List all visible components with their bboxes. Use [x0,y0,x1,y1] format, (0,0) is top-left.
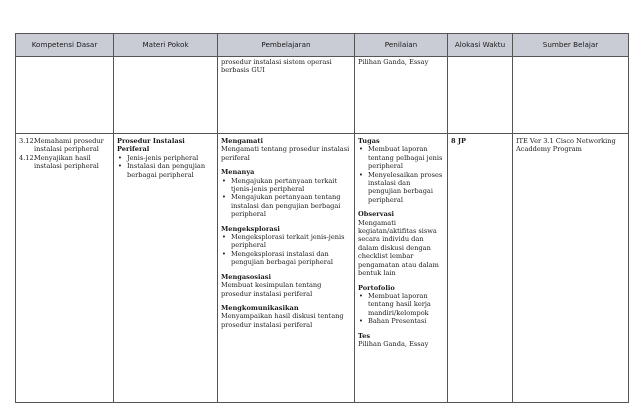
cell-kompetensi-empty [16,57,114,134]
section-menanya [221,168,351,218]
list-item: • Instalasi dan pengujian berbagai peripheral [117,162,214,179]
section-title: Mengasosiasi [221,272,271,281]
materi-title: Prosedur Instalasi Periferal [117,137,185,154]
cell-sumber-empty [513,57,629,134]
list-item: • Mengeksplorasi terkait jenis-jenis peripheral [221,233,351,250]
list-item: • Mengajukan pertanyaan terkait tjenis-jenis peripheral [221,177,351,194]
section-observasi [358,210,444,277]
cell-kompetensi [16,134,114,403]
header-sumber-belajar: Sumber Belajar [513,34,629,57]
section-title: Mengamati [221,137,263,145]
cell-penilaian-continued: Pilihan Ganda, Essay [355,57,448,134]
section-list [221,233,351,267]
section-tugas [358,137,444,204]
kompetensi-text: Memahami prosedur instalasi peripheral [34,137,104,154]
cell-pembelajaran-continued: prosedur instalasi sistem operasi berbasis GUI [218,57,355,134]
materi-list [117,154,214,179]
cell-sumber-belajar: ITE Ver 3.1 Cisco Networking Acaddemy Program [513,134,629,403]
section-tes [358,332,444,349]
section-title: Mengeksplorasi [221,224,280,233]
section-title: Observasi [358,210,395,219]
section-list [358,292,444,326]
kompetensi-item [19,154,110,171]
section-text: Mengamati kegiatan/aktifitas siswa secara individu dan dalam diskusi dengan checklist lembar pengamatan atau dalam bentuk lain [358,218,439,278]
table-row-main [16,134,629,403]
section-title: Menanya [221,168,255,177]
section-title: Tugas [358,137,380,145]
kompetensi-item [19,137,110,154]
section-mengkomunikasikan [221,304,351,329]
section-title: Portofolio [358,283,395,292]
header-alokasi-waktu: Alokasi Waktu [448,34,513,57]
list-item: • Mengeksplorasi instalasi dan pengujian berbagai peripheral [221,250,351,267]
cell-alokasi-empty [448,57,513,134]
list-item: • Mengajukan pertanyaan tentang instalasi dan pengujian berbagai peripheral [221,193,351,218]
kompetensi-number: 3.12. [19,137,36,145]
cell-materi-empty [114,57,218,134]
header-row [16,34,629,57]
cell-penilaian [355,134,448,403]
section-text: Mengamati tentang prosedur instalasi periferal [221,145,350,162]
cell-pembelajaran [218,134,355,403]
section-title: Mengkomunikasikan [221,303,299,312]
kompetensi-number: 4.12. [19,153,36,162]
section-text: Pilihan Ganda, Essay [358,339,429,348]
header-penilaian: Penilaian [355,34,448,57]
list-item: • Bahan Presentasi [358,317,444,325]
cell-materi [114,134,218,403]
header-kompetensi-dasar: Kompetensi Dasar [16,34,114,57]
section-text: Menyampaikan hasil diskusi tentang prosedur instalasi periferal [221,312,344,329]
list-item: • Menyelesaikan proses instalasi dan pengujian berbagai peripheral [358,171,444,205]
section-mengeksplorasi [221,225,351,267]
section-mengasosiasi [221,273,351,298]
list-item: • Jenis-jenis peripheral [117,154,214,162]
header-pembelajaran: Pembelajaran [218,34,355,57]
list-item: • Membuat laporan tentang pelbagai jenis peripheral [358,145,444,170]
header-materi-pokok: Materi Pokok [114,34,218,57]
section-list [358,145,444,204]
list-item: • Membuat laporan tentang hasil kerja mandiri/kelompok [358,292,444,317]
section-mengamati [221,137,351,162]
section-text: Membuat kesimpulan tentang prosedur instalasi periferal [221,281,322,298]
table-row-continued [16,57,629,134]
cell-alokasi-waktu: 8 JP [448,134,513,403]
section-list [221,177,351,219]
syllabus-table [15,33,629,403]
section-title: Tes [358,331,371,340]
section-portofolio [358,284,444,326]
kompetensi-text: Menyajikan hasil instalasi peripheral [34,153,99,171]
